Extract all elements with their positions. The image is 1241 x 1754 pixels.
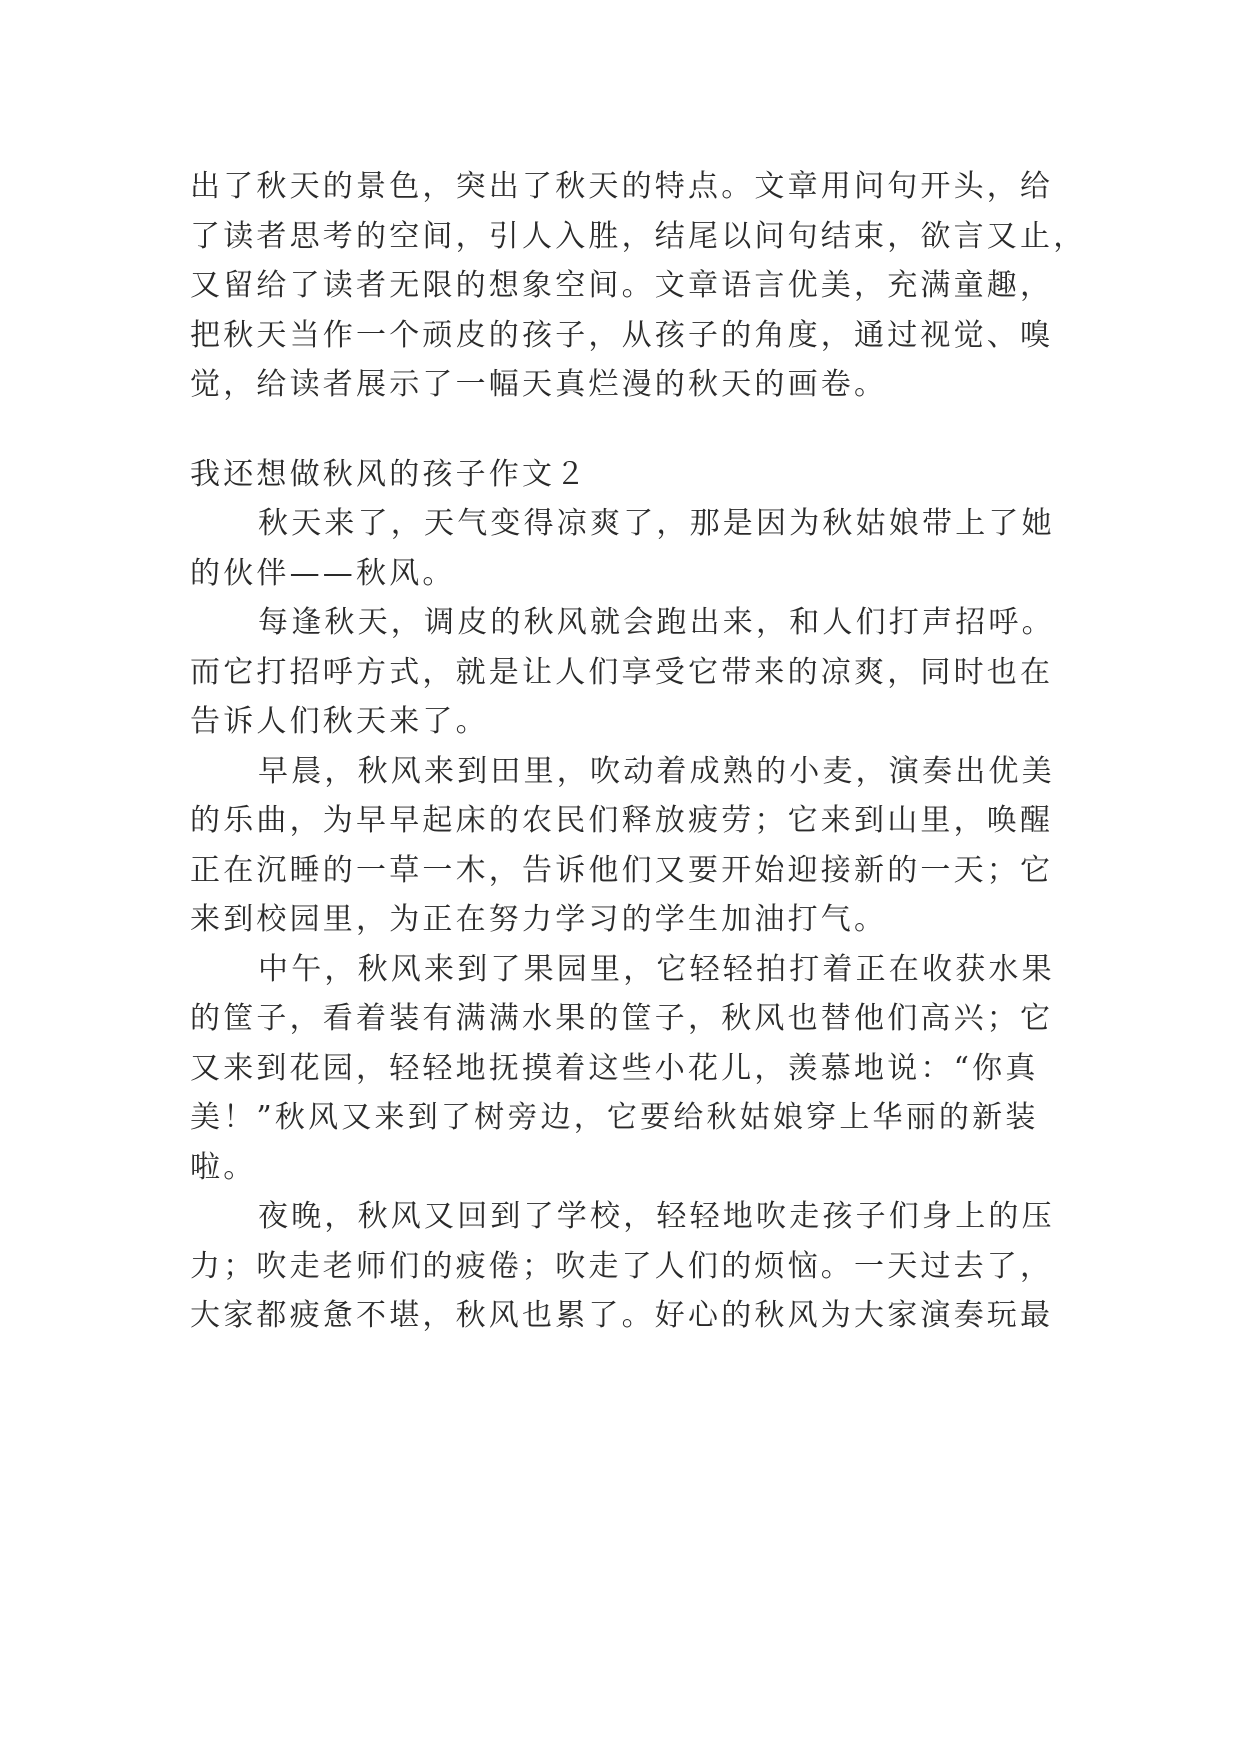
essay-title: 我还想做秋风的孩子作文２	[190, 456, 589, 492]
text-line: 觉，给读者展示了一幅天真烂漫的秋天的画卷。	[190, 367, 888, 402]
paragraph-4	[190, 945, 1070, 1193]
text-line: 正在沉睡的一草一木，告诉他们又要开始迎接新的一天；它	[190, 852, 1054, 888]
text-line: 每逢秋天，调皮的秋风就会跑出来，和人们打声招呼。	[258, 605, 1055, 640]
text-line: 又来到花园，轻轻地抚摸着这些小花儿，羡慕地说：“你真	[190, 1050, 1039, 1086]
text-line: 又留给了读者无限的想象空间。文章语言优美，充满童趣，	[190, 268, 1054, 303]
text-line: 告诉人们秋天来了。	[190, 704, 489, 739]
text-line: 来到校园里，为正在努力学习的学生加油打气。	[190, 902, 888, 937]
text-line: 秋天来了，天气变得凉爽了，那是因为秋姑娘带上了她	[258, 506, 1055, 541]
text-line: 啦。	[190, 1149, 257, 1185]
text-line: 夜晚，秋风又回到了学校，轻轻地吹走孩子们身上的压	[258, 1199, 1055, 1234]
text-line: 出了秋天的景色，突出了秋天的特点。文章用问句开头，给	[190, 169, 1054, 204]
text-line: 早晨，秋风来到田里，吹动着成熟的小麦，演奏出优美	[258, 753, 1055, 789]
text-line: 了读者思考的空间，引人入胜，结尾以问句结束，欲言又止，	[190, 218, 1087, 254]
text-line: 的伙伴——秋风。	[190, 555, 456, 591]
text-line: 的乐曲，为早早起床的农民们释放疲劳；它来到山里，唤醒	[190, 803, 1054, 838]
paragraph-1	[190, 499, 1070, 598]
paragraph-2	[190, 598, 1070, 747]
text-line: 把秋天当作一个顽皮的孩子，从孩子的角度，通过视觉、嗅	[190, 317, 1054, 353]
text-line: 大家都疲惫不堪，秋风也累了。好心的秋风为大家演奏玩最	[190, 1298, 1054, 1333]
paragraph-3	[190, 747, 1070, 945]
document-page	[190, 162, 1087, 1341]
text-line: 美！”秋风又来到了树旁边，它要给秋姑娘穿上华丽的新装	[190, 1100, 1039, 1135]
text-line: 而它打招呼方式，就是让人们享受它带来的凉爽，同时也在	[190, 654, 1054, 690]
paragraph-5	[190, 1192, 1070, 1341]
intro-paragraph	[190, 162, 1087, 410]
text-line: 力；吹走老师们的疲倦；吹走了人们的烦恼。一天过去了，	[190, 1248, 1054, 1284]
text-line: 的筐子，看着装有满满水果的筐子，秋风也替他们高兴；它	[190, 1001, 1054, 1036]
text-line: 中午，秋风来到了果园里，它轻轻拍打着正在收获水果	[258, 951, 1055, 987]
